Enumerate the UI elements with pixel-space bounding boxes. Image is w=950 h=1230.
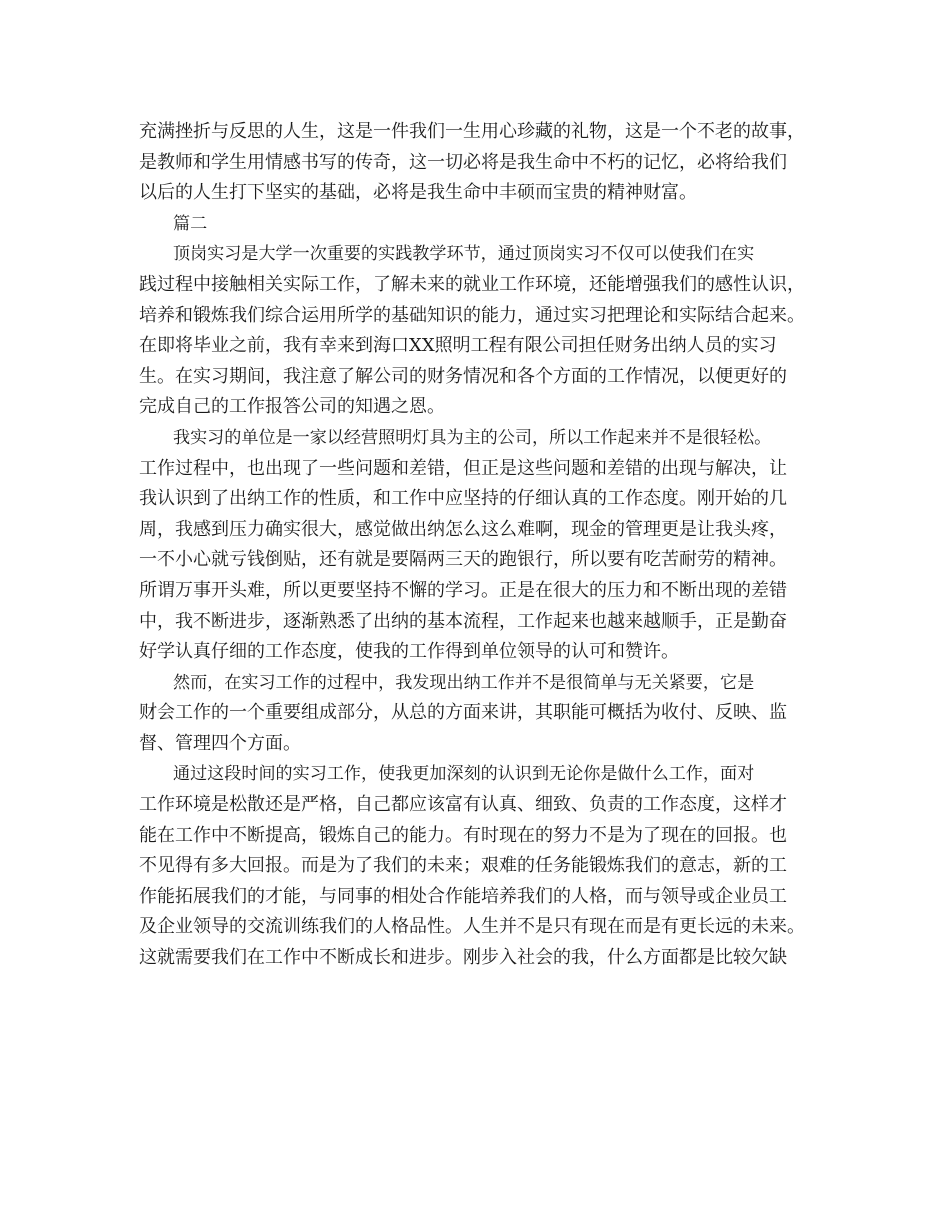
text-line: 以后的人生打下坚实的基础，必将是我生命中丰硕而宝贵的精神财富。 [139, 182, 697, 204]
text-line: 所谓万事开头难，所以更要坚持不懈的学习。正是在很大的压力和不断出现的差错 [139, 579, 787, 601]
text-line: 我实习的单位是一家以经营照明灯具为主的公司，所以工作起来并不是很轻松。 [173, 427, 772, 448]
text-line: 通过这段时间的实习工作，使我更加深刻的认识到无论你是做什么工作，面对 [173, 764, 755, 785]
text-line: 生。在实习期间，我注意了解公司的财务情况和各个方面的工作情况，以便更好的 [139, 365, 787, 387]
text-line: 充满挫折与反思的人生，这是一件我们一生用心珍藏的礼物，这是一个不老的故事， [139, 121, 805, 142]
text-line: 培养和锻炼我们综合运用所学的基础知识的能力，通过实习把理论和实际结合起来。 [139, 304, 805, 326]
text-line: 好学认真仔细的工作态度，使我的工作得到单位领导的认可和赞许。 [139, 641, 679, 663]
text-line: 是教师和学生用情感书写的传奇，这一切必将是我生命中不朽的记忆，必将给我们 [139, 151, 787, 173]
text-line: 能在工作中不断提高，锻炼自己的能力。有时现在的努力不是为了现在的回报。也 [139, 824, 787, 846]
text-line: 工作过程中，也出现了一些问题和差错，但正是这些问题和差错的出现与解决，让 [139, 457, 787, 479]
text-line: 作能拓展我们的才能，与同事的相处合作能培养我们的人格，而与领导或企业员工 [139, 885, 787, 907]
text-line: 工作环境是松散还是严格，自己都应该富有认真、细致、负责的工作态度，这样才 [139, 794, 787, 816]
text-line: 不见得有多大回报。而是为了我们的未来；艰难的任务能锻炼我们的意志，新的工 [139, 855, 787, 877]
text-line: 践过程中接触相关实际工作，了解未来的就业工作环境，还能增强我们的感性认识， [139, 273, 805, 295]
text-line: 中，我不断进步，逐渐熟悉了出纳的基本流程，工作起来也越来越顺手，正是勤奋 [139, 610, 787, 632]
text-line: 然而，在实习工作的过程中，我发现出纳工作并不是很简单与无关紧要，它是 [173, 672, 755, 693]
text-line: 一不小心就亏钱倒贴，还有就是要隔两三天的跑银行，所以要有吃苦耐劳的精神。 [139, 549, 787, 571]
text-line: 财会工作的一个重要组成部分，从总的方面来讲，其职能可概括为收付、反映、监 [139, 702, 787, 724]
text-line: 周，我感到压力确实很大，感觉做出纳怎么这么难啊，现金的管理更是让我头疼， [139, 518, 787, 540]
document-body [139, 117, 819, 974]
text-line: 及企业领导的交流训练我们的人格品性。人生并不是只有现在而是有更长远的未来。 [139, 916, 805, 938]
text-line: 完成自己的工作报答公司的知遇之恩。 [139, 396, 445, 418]
text-line: 顶岗实习是大学一次重要的实践教学环节，通过顶岗实习不仅可以使我们在实 [173, 244, 755, 265]
text-line: 在即将毕业之前，我有幸来到海口XX照明工程有限公司担任财务出纳人员的实习 [139, 335, 777, 357]
text-line: 篇二 [173, 213, 208, 234]
text-line: 督、管理四个方面。 [139, 732, 301, 754]
text-line: 这就需要我们在工作中不断成长和进步。刚步入社会的我，什么方面都是比较欠缺 [139, 947, 787, 969]
text-line: 我认识到了出纳工作的性质，和工作中应坚持的仔细认真的工作态度。刚开始的几 [139, 488, 787, 510]
